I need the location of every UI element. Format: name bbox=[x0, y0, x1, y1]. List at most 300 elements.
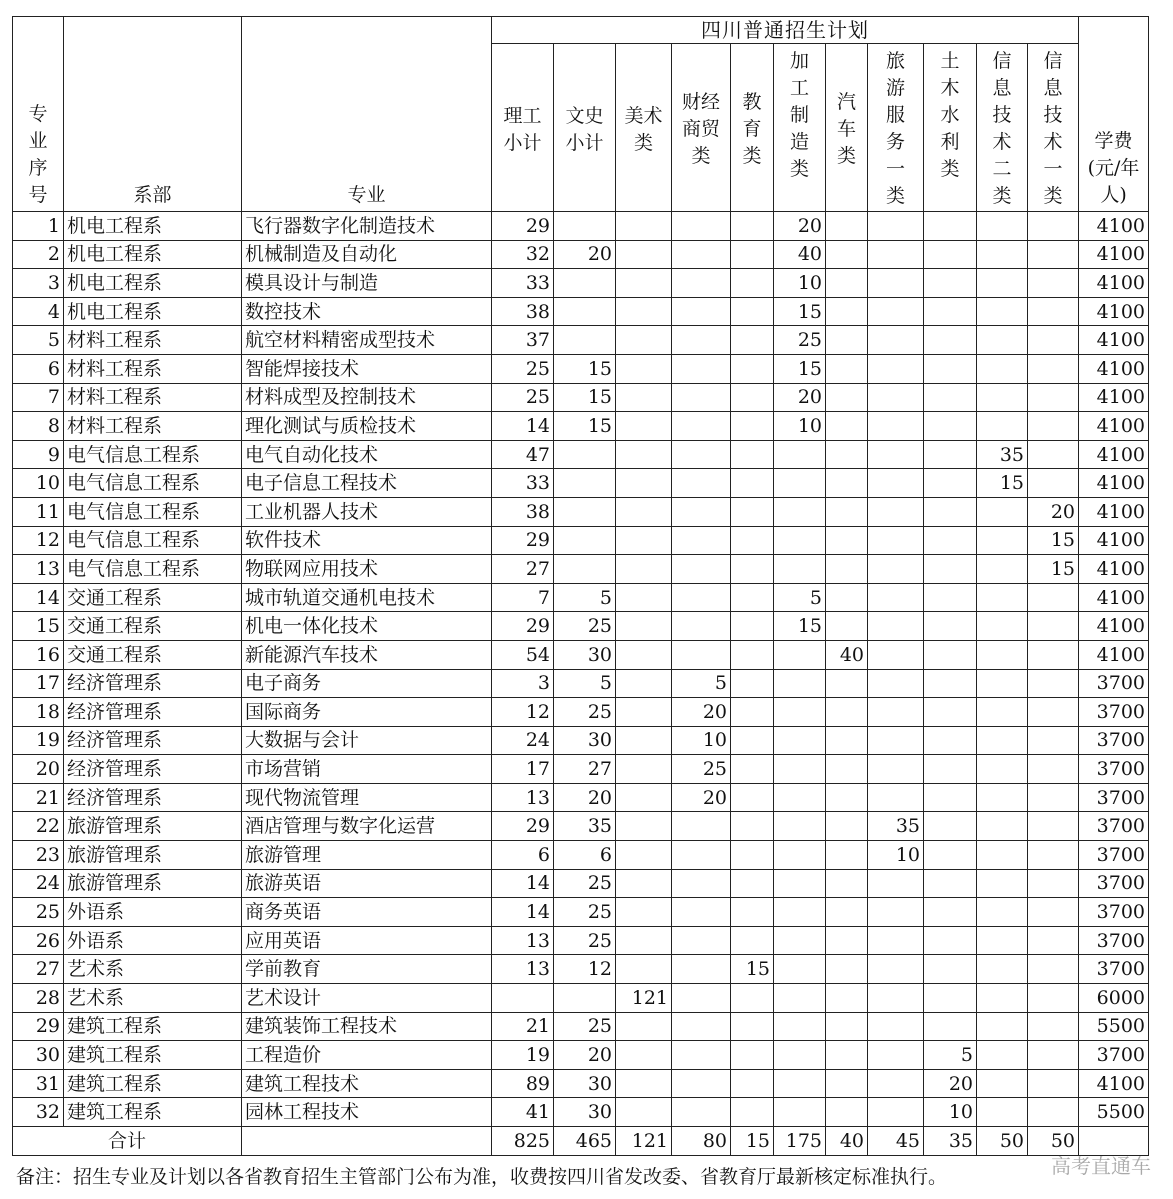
cell-major: 航空材料精密成型技术 bbox=[242, 326, 492, 355]
table-row bbox=[13, 984, 1149, 1013]
cell-fee: 4100 bbox=[1079, 1069, 1149, 1098]
cell-major: 建筑工程技术 bbox=[242, 1069, 492, 1098]
cell-no: 15 bbox=[13, 612, 64, 641]
cell-major: 工程造价 bbox=[242, 1041, 492, 1070]
header-art: 美术类 bbox=[616, 44, 672, 212]
cell-civil bbox=[924, 526, 977, 555]
table-row bbox=[13, 1012, 1149, 1041]
cell-wen: 25 bbox=[554, 1012, 616, 1041]
cell-proc bbox=[774, 555, 826, 584]
cell-major: 市场营销 bbox=[242, 755, 492, 784]
table-row bbox=[13, 926, 1149, 955]
cell-art bbox=[616, 783, 672, 812]
cell-li: 89 bbox=[492, 1069, 554, 1098]
header-civil: 土木水利类 bbox=[924, 44, 977, 212]
table-row bbox=[13, 469, 1149, 498]
cell-it1 bbox=[1028, 297, 1079, 326]
cell-art bbox=[616, 898, 672, 927]
cell-civil: 20 bbox=[924, 1069, 977, 1098]
cell-fee: 3700 bbox=[1079, 955, 1149, 984]
cell-art bbox=[616, 1069, 672, 1098]
cell-wen: 30 bbox=[554, 1069, 616, 1098]
cell-tour bbox=[868, 497, 924, 526]
cell-tour bbox=[868, 898, 924, 927]
cell-it2 bbox=[977, 612, 1028, 641]
cell-art bbox=[616, 297, 672, 326]
cell-wen bbox=[554, 526, 616, 555]
cell-major: 现代物流管理 bbox=[242, 783, 492, 812]
table-row bbox=[13, 669, 1149, 698]
cell-fin bbox=[672, 526, 731, 555]
cell-wen: 35 bbox=[554, 812, 616, 841]
cell-dept: 材料工程系 bbox=[64, 354, 242, 383]
cell-wen: 20 bbox=[554, 1041, 616, 1070]
cell-tour bbox=[868, 440, 924, 469]
table-row bbox=[13, 555, 1149, 584]
cell-edu bbox=[731, 841, 774, 870]
cell-proc bbox=[774, 984, 826, 1013]
cell-fin bbox=[672, 1041, 731, 1070]
cell-auto bbox=[826, 440, 868, 469]
cell-it1 bbox=[1028, 755, 1079, 784]
cell-wen: 15 bbox=[554, 383, 616, 412]
cell-it2 bbox=[977, 1012, 1028, 1041]
cell-it1 bbox=[1028, 1012, 1079, 1041]
table-row bbox=[13, 1098, 1149, 1127]
cell-art bbox=[616, 240, 672, 269]
cell-wen bbox=[554, 212, 616, 241]
cell-art bbox=[616, 269, 672, 298]
cell-fin bbox=[672, 926, 731, 955]
cell-no: 5 bbox=[13, 326, 64, 355]
cell-auto bbox=[826, 612, 868, 641]
cell-civil bbox=[924, 583, 977, 612]
cell-dept: 经济管理系 bbox=[64, 783, 242, 812]
cell-fee: 3700 bbox=[1079, 898, 1149, 927]
cell-civil bbox=[924, 440, 977, 469]
cell-no: 1 bbox=[13, 212, 64, 241]
header-it1: 信息技术一类 bbox=[1028, 44, 1079, 212]
cell-it1 bbox=[1028, 583, 1079, 612]
cell-auto bbox=[826, 555, 868, 584]
cell-wen: 12 bbox=[554, 955, 616, 984]
cell-dept: 建筑工程系 bbox=[64, 1012, 242, 1041]
cell-fee: 3700 bbox=[1079, 841, 1149, 870]
cell-no: 26 bbox=[13, 926, 64, 955]
cell-edu bbox=[731, 497, 774, 526]
cell-fee: 4100 bbox=[1079, 526, 1149, 555]
cell-proc bbox=[774, 755, 826, 784]
cell-no: 7 bbox=[13, 383, 64, 412]
cell-no: 28 bbox=[13, 984, 64, 1013]
header-tour: 旅游服务一类 bbox=[868, 44, 924, 212]
cell-dept: 机电工程系 bbox=[64, 269, 242, 298]
cell-tour bbox=[868, 412, 924, 441]
cell-it1 bbox=[1028, 984, 1079, 1013]
cell-auto bbox=[826, 898, 868, 927]
cell-proc: 15 bbox=[774, 354, 826, 383]
cell-major: 应用英语 bbox=[242, 926, 492, 955]
total-proc: 175 bbox=[774, 1127, 826, 1156]
cell-major: 电子商务 bbox=[242, 669, 492, 698]
cell-art: 121 bbox=[616, 984, 672, 1013]
cell-tour bbox=[868, 783, 924, 812]
table-row bbox=[13, 412, 1149, 441]
cell-it2 bbox=[977, 1041, 1028, 1070]
cell-proc bbox=[774, 869, 826, 898]
cell-tour bbox=[868, 755, 924, 784]
cell-li: 13 bbox=[492, 783, 554, 812]
total-major bbox=[242, 1127, 492, 1156]
cell-auto bbox=[826, 841, 868, 870]
cell-it2 bbox=[977, 926, 1028, 955]
cell-no: 10 bbox=[13, 469, 64, 498]
cell-li: 13 bbox=[492, 955, 554, 984]
cell-no: 22 bbox=[13, 812, 64, 841]
cell-fin bbox=[672, 1098, 731, 1127]
cell-it1 bbox=[1028, 869, 1079, 898]
table-row bbox=[13, 383, 1149, 412]
cell-dept: 材料工程系 bbox=[64, 412, 242, 441]
cell-tour bbox=[868, 869, 924, 898]
cell-major: 建筑装饰工程技术 bbox=[242, 1012, 492, 1041]
total-label: 合计 bbox=[13, 1127, 242, 1156]
cell-fin bbox=[672, 440, 731, 469]
cell-li: 14 bbox=[492, 869, 554, 898]
cell-fin bbox=[672, 412, 731, 441]
cell-art bbox=[616, 526, 672, 555]
cell-dept: 建筑工程系 bbox=[64, 1041, 242, 1070]
cell-tour bbox=[868, 269, 924, 298]
cell-fin bbox=[672, 1069, 731, 1098]
cell-edu bbox=[731, 583, 774, 612]
cell-auto: 40 bbox=[826, 640, 868, 669]
table-row bbox=[13, 898, 1149, 927]
cell-fee: 4100 bbox=[1079, 269, 1149, 298]
cell-it1 bbox=[1028, 926, 1079, 955]
cell-it2: 15 bbox=[977, 469, 1028, 498]
cell-edu bbox=[731, 812, 774, 841]
cell-it1 bbox=[1028, 412, 1079, 441]
cell-edu bbox=[731, 755, 774, 784]
cell-fin bbox=[672, 269, 731, 298]
cell-wen: 20 bbox=[554, 783, 616, 812]
cell-dept: 电气信息工程系 bbox=[64, 497, 242, 526]
total-wen: 465 bbox=[554, 1127, 616, 1156]
table-row bbox=[13, 212, 1149, 241]
cell-proc bbox=[774, 440, 826, 469]
cell-fee: 6000 bbox=[1079, 984, 1149, 1013]
cell-it1 bbox=[1028, 841, 1079, 870]
cell-edu bbox=[731, 898, 774, 927]
cell-auto bbox=[826, 1041, 868, 1070]
cell-fin bbox=[672, 326, 731, 355]
cell-civil bbox=[924, 869, 977, 898]
cell-tour bbox=[868, 1069, 924, 1098]
cell-fin: 25 bbox=[672, 755, 731, 784]
cell-auto bbox=[826, 1069, 868, 1098]
cell-civil bbox=[924, 326, 977, 355]
header-it2: 信息技术二类 bbox=[977, 44, 1028, 212]
cell-wen: 25 bbox=[554, 698, 616, 727]
cell-it2 bbox=[977, 497, 1028, 526]
cell-auto bbox=[826, 783, 868, 812]
cell-major: 模具设计与制造 bbox=[242, 269, 492, 298]
cell-it1 bbox=[1028, 269, 1079, 298]
cell-wen: 25 bbox=[554, 926, 616, 955]
cell-wen: 30 bbox=[554, 640, 616, 669]
cell-it1 bbox=[1028, 240, 1079, 269]
cell-civil bbox=[924, 383, 977, 412]
cell-no: 6 bbox=[13, 354, 64, 383]
cell-auto bbox=[826, 240, 868, 269]
cell-proc bbox=[774, 1069, 826, 1098]
cell-art bbox=[616, 412, 672, 441]
table-row bbox=[13, 354, 1149, 383]
cell-civil bbox=[924, 555, 977, 584]
cell-tour bbox=[868, 212, 924, 241]
cell-wen: 5 bbox=[554, 669, 616, 698]
cell-fin bbox=[672, 383, 731, 412]
cell-it2 bbox=[977, 955, 1028, 984]
cell-it2 bbox=[977, 1069, 1028, 1098]
cell-major: 软件技术 bbox=[242, 526, 492, 555]
cell-proc: 15 bbox=[774, 612, 826, 641]
cell-it1 bbox=[1028, 612, 1079, 641]
cell-civil bbox=[924, 841, 977, 870]
cell-edu bbox=[731, 698, 774, 727]
cell-civil bbox=[924, 640, 977, 669]
cell-proc bbox=[774, 1041, 826, 1070]
cell-proc bbox=[774, 898, 826, 927]
cell-li: 41 bbox=[492, 1098, 554, 1127]
cell-civil bbox=[924, 698, 977, 727]
table-header bbox=[13, 17, 1149, 212]
cell-edu bbox=[731, 984, 774, 1013]
cell-dept: 经济管理系 bbox=[64, 669, 242, 698]
cell-li: 33 bbox=[492, 469, 554, 498]
cell-proc bbox=[774, 1012, 826, 1041]
cell-art bbox=[616, 612, 672, 641]
cell-li: 17 bbox=[492, 755, 554, 784]
cell-it2: 35 bbox=[977, 440, 1028, 469]
header-plan-title: 四川普通招生计划 bbox=[492, 17, 1079, 44]
cell-fin: 20 bbox=[672, 698, 731, 727]
cell-auto bbox=[826, 326, 868, 355]
header-major: 专业 bbox=[242, 17, 492, 212]
cell-no: 24 bbox=[13, 869, 64, 898]
cell-fin bbox=[672, 841, 731, 870]
table-row bbox=[13, 297, 1149, 326]
cell-wen: 15 bbox=[554, 354, 616, 383]
cell-art bbox=[616, 669, 672, 698]
cell-wen bbox=[554, 326, 616, 355]
cell-it2 bbox=[977, 412, 1028, 441]
table-row bbox=[13, 612, 1149, 641]
cell-fin bbox=[672, 612, 731, 641]
cell-civil bbox=[924, 297, 977, 326]
cell-wen: 6 bbox=[554, 841, 616, 870]
cell-tour bbox=[868, 526, 924, 555]
cell-major: 机电一体化技术 bbox=[242, 612, 492, 641]
cell-no: 32 bbox=[13, 1098, 64, 1127]
cell-wen: 30 bbox=[554, 1098, 616, 1127]
cell-fee: 4100 bbox=[1079, 326, 1149, 355]
cell-civil bbox=[924, 926, 977, 955]
cell-it1 bbox=[1028, 726, 1079, 755]
cell-tour bbox=[868, 640, 924, 669]
cell-wen: 20 bbox=[554, 240, 616, 269]
cell-civil bbox=[924, 669, 977, 698]
cell-edu bbox=[731, 612, 774, 641]
cell-proc bbox=[774, 497, 826, 526]
cell-li: 27 bbox=[492, 555, 554, 584]
cell-fin bbox=[672, 497, 731, 526]
cell-auto bbox=[826, 297, 868, 326]
cell-auto bbox=[826, 583, 868, 612]
cell-civil bbox=[924, 612, 977, 641]
cell-auto bbox=[826, 955, 868, 984]
cell-no: 9 bbox=[13, 440, 64, 469]
cell-fee: 3700 bbox=[1079, 783, 1149, 812]
cell-edu bbox=[731, 469, 774, 498]
cell-fin: 20 bbox=[672, 783, 731, 812]
cell-dept: 外语系 bbox=[64, 898, 242, 927]
cell-li: 19 bbox=[492, 1041, 554, 1070]
cell-art bbox=[616, 812, 672, 841]
cell-proc: 10 bbox=[774, 269, 826, 298]
cell-it2 bbox=[977, 212, 1028, 241]
table-row bbox=[13, 812, 1149, 841]
cell-proc bbox=[774, 526, 826, 555]
cell-it1 bbox=[1028, 440, 1079, 469]
total-tour: 45 bbox=[868, 1127, 924, 1156]
cell-it2 bbox=[977, 726, 1028, 755]
cell-li: 13 bbox=[492, 926, 554, 955]
header-li: 理工小计 bbox=[492, 44, 554, 212]
cell-art bbox=[616, 497, 672, 526]
cell-proc: 40 bbox=[774, 240, 826, 269]
cell-civil bbox=[924, 354, 977, 383]
cell-auto bbox=[826, 726, 868, 755]
cell-wen: 15 bbox=[554, 412, 616, 441]
cell-it1 bbox=[1028, 812, 1079, 841]
cell-art bbox=[616, 383, 672, 412]
cell-tour bbox=[868, 612, 924, 641]
cell-dept: 经济管理系 bbox=[64, 755, 242, 784]
cell-dept: 旅游管理系 bbox=[64, 869, 242, 898]
cell-dept: 交通工程系 bbox=[64, 612, 242, 641]
cell-no: 23 bbox=[13, 841, 64, 870]
cell-fin bbox=[672, 354, 731, 383]
cell-fee: 3700 bbox=[1079, 812, 1149, 841]
cell-auto bbox=[826, 1098, 868, 1127]
cell-wen bbox=[554, 497, 616, 526]
cell-art bbox=[616, 755, 672, 784]
cell-fee: 3700 bbox=[1079, 869, 1149, 898]
cell-fin: 10 bbox=[672, 726, 731, 755]
cell-edu bbox=[731, 440, 774, 469]
cell-edu bbox=[731, 669, 774, 698]
cell-wen bbox=[554, 269, 616, 298]
cell-major: 理化测试与质检技术 bbox=[242, 412, 492, 441]
table-row bbox=[13, 326, 1149, 355]
cell-edu bbox=[731, 269, 774, 298]
cell-major: 材料成型及控制技术 bbox=[242, 383, 492, 412]
cell-tour bbox=[868, 726, 924, 755]
cell-major: 商务英语 bbox=[242, 898, 492, 927]
cell-it2 bbox=[977, 326, 1028, 355]
cell-major: 大数据与会计 bbox=[242, 726, 492, 755]
cell-major: 飞行器数字化制造技术 bbox=[242, 212, 492, 241]
cell-fin bbox=[672, 469, 731, 498]
cell-tour bbox=[868, 555, 924, 584]
cell-art bbox=[616, 1012, 672, 1041]
cell-fin bbox=[672, 984, 731, 1013]
cell-tour bbox=[868, 326, 924, 355]
cell-fin bbox=[672, 240, 731, 269]
cell-edu bbox=[731, 869, 774, 898]
cell-li: 6 bbox=[492, 841, 554, 870]
cell-civil bbox=[924, 726, 977, 755]
cell-li: 12 bbox=[492, 698, 554, 727]
cell-civil bbox=[924, 955, 977, 984]
cell-major: 酒店管理与数字化运营 bbox=[242, 812, 492, 841]
cell-art bbox=[616, 1041, 672, 1070]
cell-fee: 5500 bbox=[1079, 1012, 1149, 1041]
cell-wen bbox=[554, 297, 616, 326]
cell-tour bbox=[868, 1098, 924, 1127]
cell-no: 25 bbox=[13, 898, 64, 927]
cell-major: 艺术设计 bbox=[242, 984, 492, 1013]
cell-art bbox=[616, 1098, 672, 1127]
cell-it2 bbox=[977, 869, 1028, 898]
cell-tour bbox=[868, 240, 924, 269]
table-row bbox=[13, 269, 1149, 298]
header-edu: 教育类 bbox=[731, 44, 774, 212]
cell-no: 14 bbox=[13, 583, 64, 612]
cell-fee: 4100 bbox=[1079, 383, 1149, 412]
total-row bbox=[13, 1127, 1149, 1156]
cell-edu bbox=[731, 412, 774, 441]
header-wen: 文史小计 bbox=[554, 44, 616, 212]
cell-edu bbox=[731, 1069, 774, 1098]
total-li: 825 bbox=[492, 1127, 554, 1156]
cell-civil: 10 bbox=[924, 1098, 977, 1127]
cell-it1 bbox=[1028, 383, 1079, 412]
cell-it1 bbox=[1028, 1098, 1079, 1127]
cell-dept: 机电工程系 bbox=[64, 212, 242, 241]
cell-fin bbox=[672, 812, 731, 841]
cell-it2 bbox=[977, 755, 1028, 784]
table-row bbox=[13, 869, 1149, 898]
table-row bbox=[13, 240, 1149, 269]
cell-edu bbox=[731, 1012, 774, 1041]
cell-dept: 电气信息工程系 bbox=[64, 440, 242, 469]
cell-li: 7 bbox=[492, 583, 554, 612]
cell-civil bbox=[924, 1012, 977, 1041]
cell-dept: 材料工程系 bbox=[64, 326, 242, 355]
cell-auto bbox=[826, 984, 868, 1013]
table-row bbox=[13, 726, 1149, 755]
cell-no: 21 bbox=[13, 783, 64, 812]
cell-proc bbox=[774, 669, 826, 698]
cell-wen bbox=[554, 469, 616, 498]
cell-art bbox=[616, 469, 672, 498]
cell-it1 bbox=[1028, 640, 1079, 669]
cell-major: 旅游管理 bbox=[242, 841, 492, 870]
cell-it1 bbox=[1028, 669, 1079, 698]
